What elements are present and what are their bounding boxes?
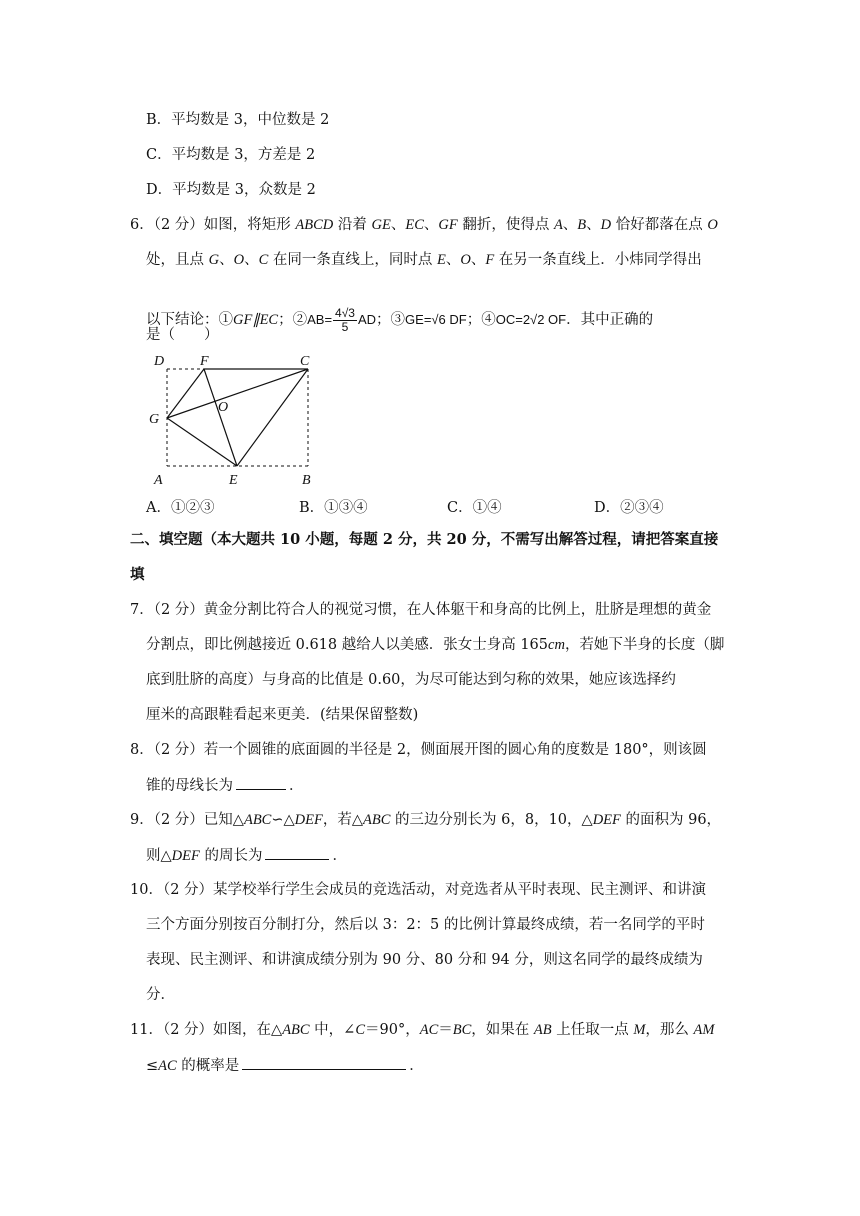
- q6-option-b: B．①③④: [299, 500, 368, 516]
- q5-option-d: D．平均数是 3，众数是 2: [146, 182, 316, 198]
- q6-line2: 处，且点 G、O、C 在同一条直线上，同时点 E、O、F 在另一条直线上．小炜同学得出: [146, 252, 702, 268]
- q11-answer-blank[interactable]: [242, 1055, 406, 1070]
- label-d: D: [154, 354, 165, 369]
- q7-line1: 7．（2 分）黄金分割比符合人的视觉习惯，在人体躯干和身高的比例上，肚脐是理想的黄金: [130, 602, 712, 618]
- conclusion-2-formula: AB= $\frac{4√3}{5}$ AD: [307, 306, 377, 335]
- segment-gc: [167, 369, 308, 418]
- section-2-heading: 二、填空题（本大题共 10 小题，每题 2 分，共 20 分，不需写出解答过程，请把答案直接: [130, 531, 719, 548]
- q8-line1: 8．（2 分）若一个圆锥的底面圆的半径是 2，侧面展开图的圆心角的度数是 180°，则该圆: [130, 742, 707, 758]
- q11-line1: 11．（2 分）如图，在△ABC 中，∠C＝90°，AC＝BC，如果在 AB 上任取一点 M，那么 AM: [130, 1022, 715, 1038]
- q8-line2: 锥的母线长为 ．: [146, 775, 304, 796]
- label-g: G: [149, 412, 160, 427]
- q7-line4: 厘米的高跟鞋看起来更美．(结果保留整数): [146, 707, 419, 723]
- q9-line2: 则△DEF 的周长为 ．: [146, 845, 347, 866]
- q10-line3: 表现、民主测评、和讲演成绩分别为 90 分、80 分和 94 分，则这名同学的最终成绩为: [146, 952, 703, 968]
- label-a: A: [154, 473, 163, 488]
- q6-line1: 6．（2 分）如图，将矩形 ABCD 沿着 GE、EC、GF 翻折，使得点 A、B、D 恰好都落在点 O: [130, 217, 718, 233]
- q8-answer-blank[interactable]: [236, 775, 286, 790]
- label-f: F: [200, 354, 209, 369]
- label-b: B: [302, 473, 311, 488]
- label-o: O: [218, 400, 229, 415]
- segment-ge: [167, 418, 237, 466]
- segment-ec: [237, 369, 308, 466]
- q5-option-c: C．平均数是 3，方差是 2: [146, 147, 316, 163]
- label-e: E: [229, 473, 238, 488]
- q10-line2: 三个方面分别按百分制打分，然后以 3：2：5 的比例计算最终成绩，若一名同学的平时: [146, 917, 705, 933]
- q9-answer-blank[interactable]: [265, 845, 329, 860]
- q10-line4: 分．: [146, 987, 175, 1003]
- label-c: C: [300, 354, 310, 369]
- q6-line3: 以下结论：①GF∥EC；②AB= $\frac{4√3}{5}$ AD；③GE=√6 DF；④OC=2√2 OF．其中正确的: [146, 306, 654, 335]
- q7-line3: 底到肚脐的高度）与身高的比值是 0.60，为尽可能达到匀称的效果，她应该选择约: [146, 672, 676, 688]
- conclusion-4-formula: OC=2√2 OF: [495, 312, 567, 327]
- q10-line1: 10．（2 分）某学校举行学生会成员的竞选活动，对竞选者从平时表现、民主测评、和讲演: [130, 882, 707, 898]
- segment-gf: [167, 369, 204, 418]
- q9-line1: 9．（2 分）已知△ABC∽△DEF，若△ABC 的三边分别长为 6，8，10，△DEF 的面积为 96，: [130, 812, 722, 828]
- q6-figure: [140, 348, 330, 490]
- segment-fe: [204, 369, 237, 466]
- conclusion-3-formula: GE=√6 DF: [405, 312, 467, 327]
- q6-option-c: C．①④: [447, 500, 502, 516]
- q7-line2: 分割点，即比例越接近 0.618 越给人以美感．张女士身高 165cm，若她下半身的长度（脚: [146, 637, 725, 653]
- section-2-heading-cont: 填: [130, 566, 145, 583]
- q5-option-b: B．平均数是 3，中位数是 2: [146, 112, 330, 128]
- q6-line4: 是（ ）: [146, 327, 219, 343]
- q11-line2: ≤AC 的概率是 ．: [146, 1055, 424, 1076]
- q6-option-a: A．①②③: [146, 500, 215, 516]
- q6-option-d: D．②③④: [594, 500, 664, 516]
